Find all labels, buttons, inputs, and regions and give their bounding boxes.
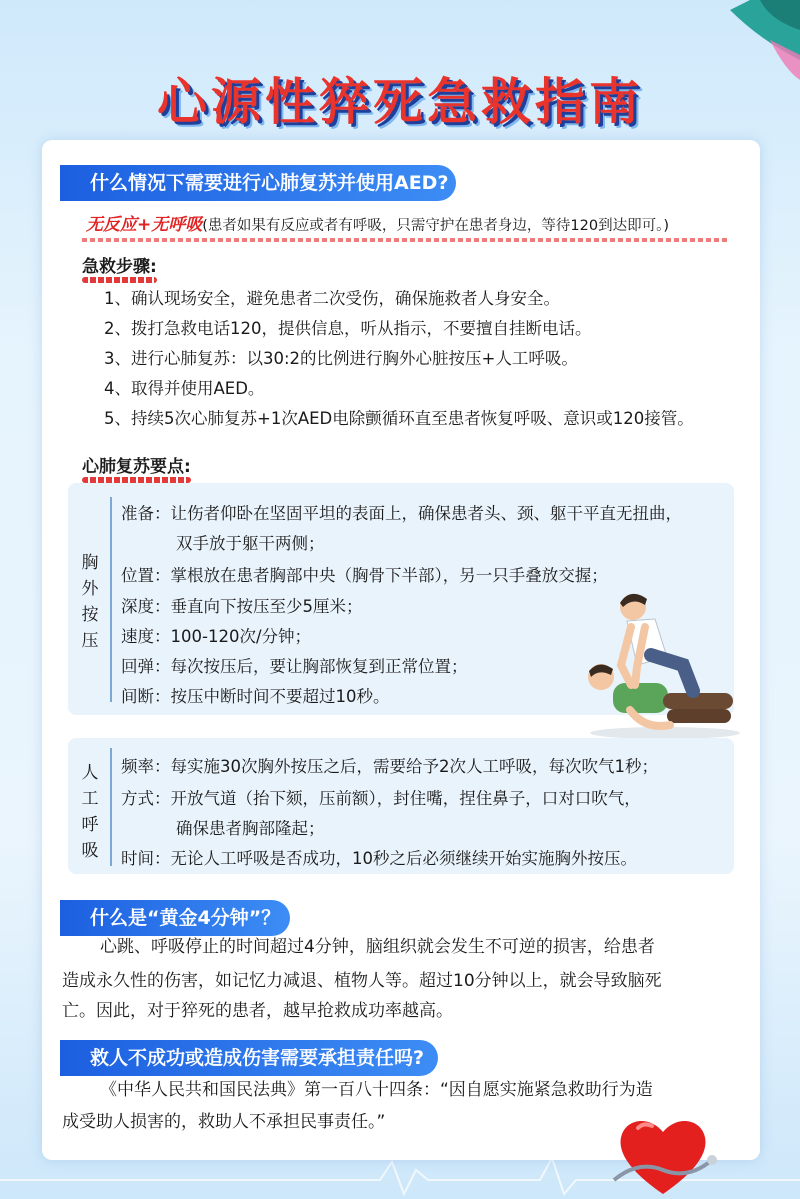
liability-line: 《中华人民共和国民法典》第一百八十四条：“因自愿实施紧急救助行为造: [100, 1080, 653, 1100]
step-item: 1、确认现场安全，避免患者二次受伤，确保施救者人身安全。: [104, 289, 560, 308]
steps-heading-text: 急救步骤:: [82, 257, 157, 277]
compression-row: 双手放于躯干两侧；: [176, 534, 325, 553]
compression-row: 速度：100-120次/分钟；: [121, 627, 311, 646]
page-title: 心源性猝死急救指南: [157, 73, 643, 131]
heart-stethoscope-icon: [608, 1110, 718, 1199]
compression-row: 位置：掌根放在患者胸部中央（胸骨下半部），另一只手叠放交握；: [121, 566, 608, 585]
vertical-label-char: 压: [81, 631, 99, 651]
breathing-row: 确保患者胸部隆起；: [176, 819, 325, 838]
compression-row: 间断：按压中断时间不要超过10秒。: [121, 687, 390, 706]
compression-divider: [110, 497, 112, 702]
golden-line: 心跳、呼吸停止的时间超过4分钟，脑组织就会发生不可逆的损害，给患者: [100, 937, 655, 957]
breathing-row: 时间：无论人工呼吸是否成功，10秒之后必须继续开始实施胸外按压。: [121, 849, 637, 868]
breathing-row: 方式：开放气道（抬下颏，压前额），封住嘴，捏住鼻子，口对口吹气，: [121, 789, 641, 808]
vertical-label-char: 吸: [81, 841, 99, 861]
compression-label: [75, 550, 105, 654]
steps-heading-underline: [82, 277, 157, 283]
liability-heading: 救人不成功或造成伤害需要承担责任吗?: [60, 1040, 438, 1076]
condition-line: [86, 210, 669, 235]
condition-emphasis: 无反应+无呼吸: [86, 215, 203, 235]
step-item: 3、进行心肺复苏：以30:2的比例进行胸外心脏按压+人工呼吸。: [104, 349, 578, 368]
section-when-cpr-heading: 什么情况下需要进行心肺复苏并使用AED?: [60, 165, 456, 201]
cpr-heading-text: 心肺复苏要点:: [82, 457, 191, 477]
vertical-label-char: 人: [81, 763, 99, 783]
breathing-divider: [110, 748, 112, 866]
steps-heading: [82, 252, 157, 277]
cpr-illustration: [575, 585, 745, 745]
vertical-label-char: 胸: [81, 553, 99, 573]
golden-heading: 什么是“黄金4分钟”？: [60, 900, 290, 936]
liability-line: 成受助人损害的，救助人不承担民事责任。”: [62, 1112, 386, 1132]
step-item: 4、取得并使用AED。: [104, 379, 265, 398]
breathing-label: [75, 760, 105, 864]
vertical-label-char: 呼: [81, 815, 99, 835]
breathing-row: 频率：每实施30次胸外按压之后，需要给予2次人工呼吸，每次吹气1秒；: [121, 757, 658, 776]
vertical-label-char: 工: [81, 789, 99, 809]
vertical-label-char: 外: [81, 579, 99, 599]
step-item: 5、持续5次心肺复苏+1次AED电除颤循环直至患者恢复呼吸、意识或120接管。: [104, 409, 694, 428]
compression-row: 深度：垂直向下按压至少5厘米；: [121, 597, 363, 616]
compression-row: 准备：让伤者仰卧在坚固平坦的表面上，确保患者头、颈、躯干平直无扭曲，: [121, 504, 682, 523]
golden-line: 亡。因此，对于猝死的患者，越早抢救成功率越高。: [62, 1001, 453, 1021]
compression-row: 回弹：每次按压后，要让胸部恢复到正常位置；: [121, 657, 468, 676]
vertical-label-char: 按: [81, 605, 99, 625]
golden-line: 造成永久性的伤害，如记忆力减退、植物人等。超过10分钟以上，就会导致脑死: [62, 971, 662, 991]
cpr-heading: [82, 452, 191, 477]
condition-note: (患者如果有反应或者有呼吸，只需守护在患者身边，等待120到达即可。): [202, 218, 669, 234]
step-item: 2、拨打急救电话120，提供信息，听从指示，不要擅自挂断电话。: [104, 319, 592, 338]
wavy-underline: [82, 238, 730, 242]
